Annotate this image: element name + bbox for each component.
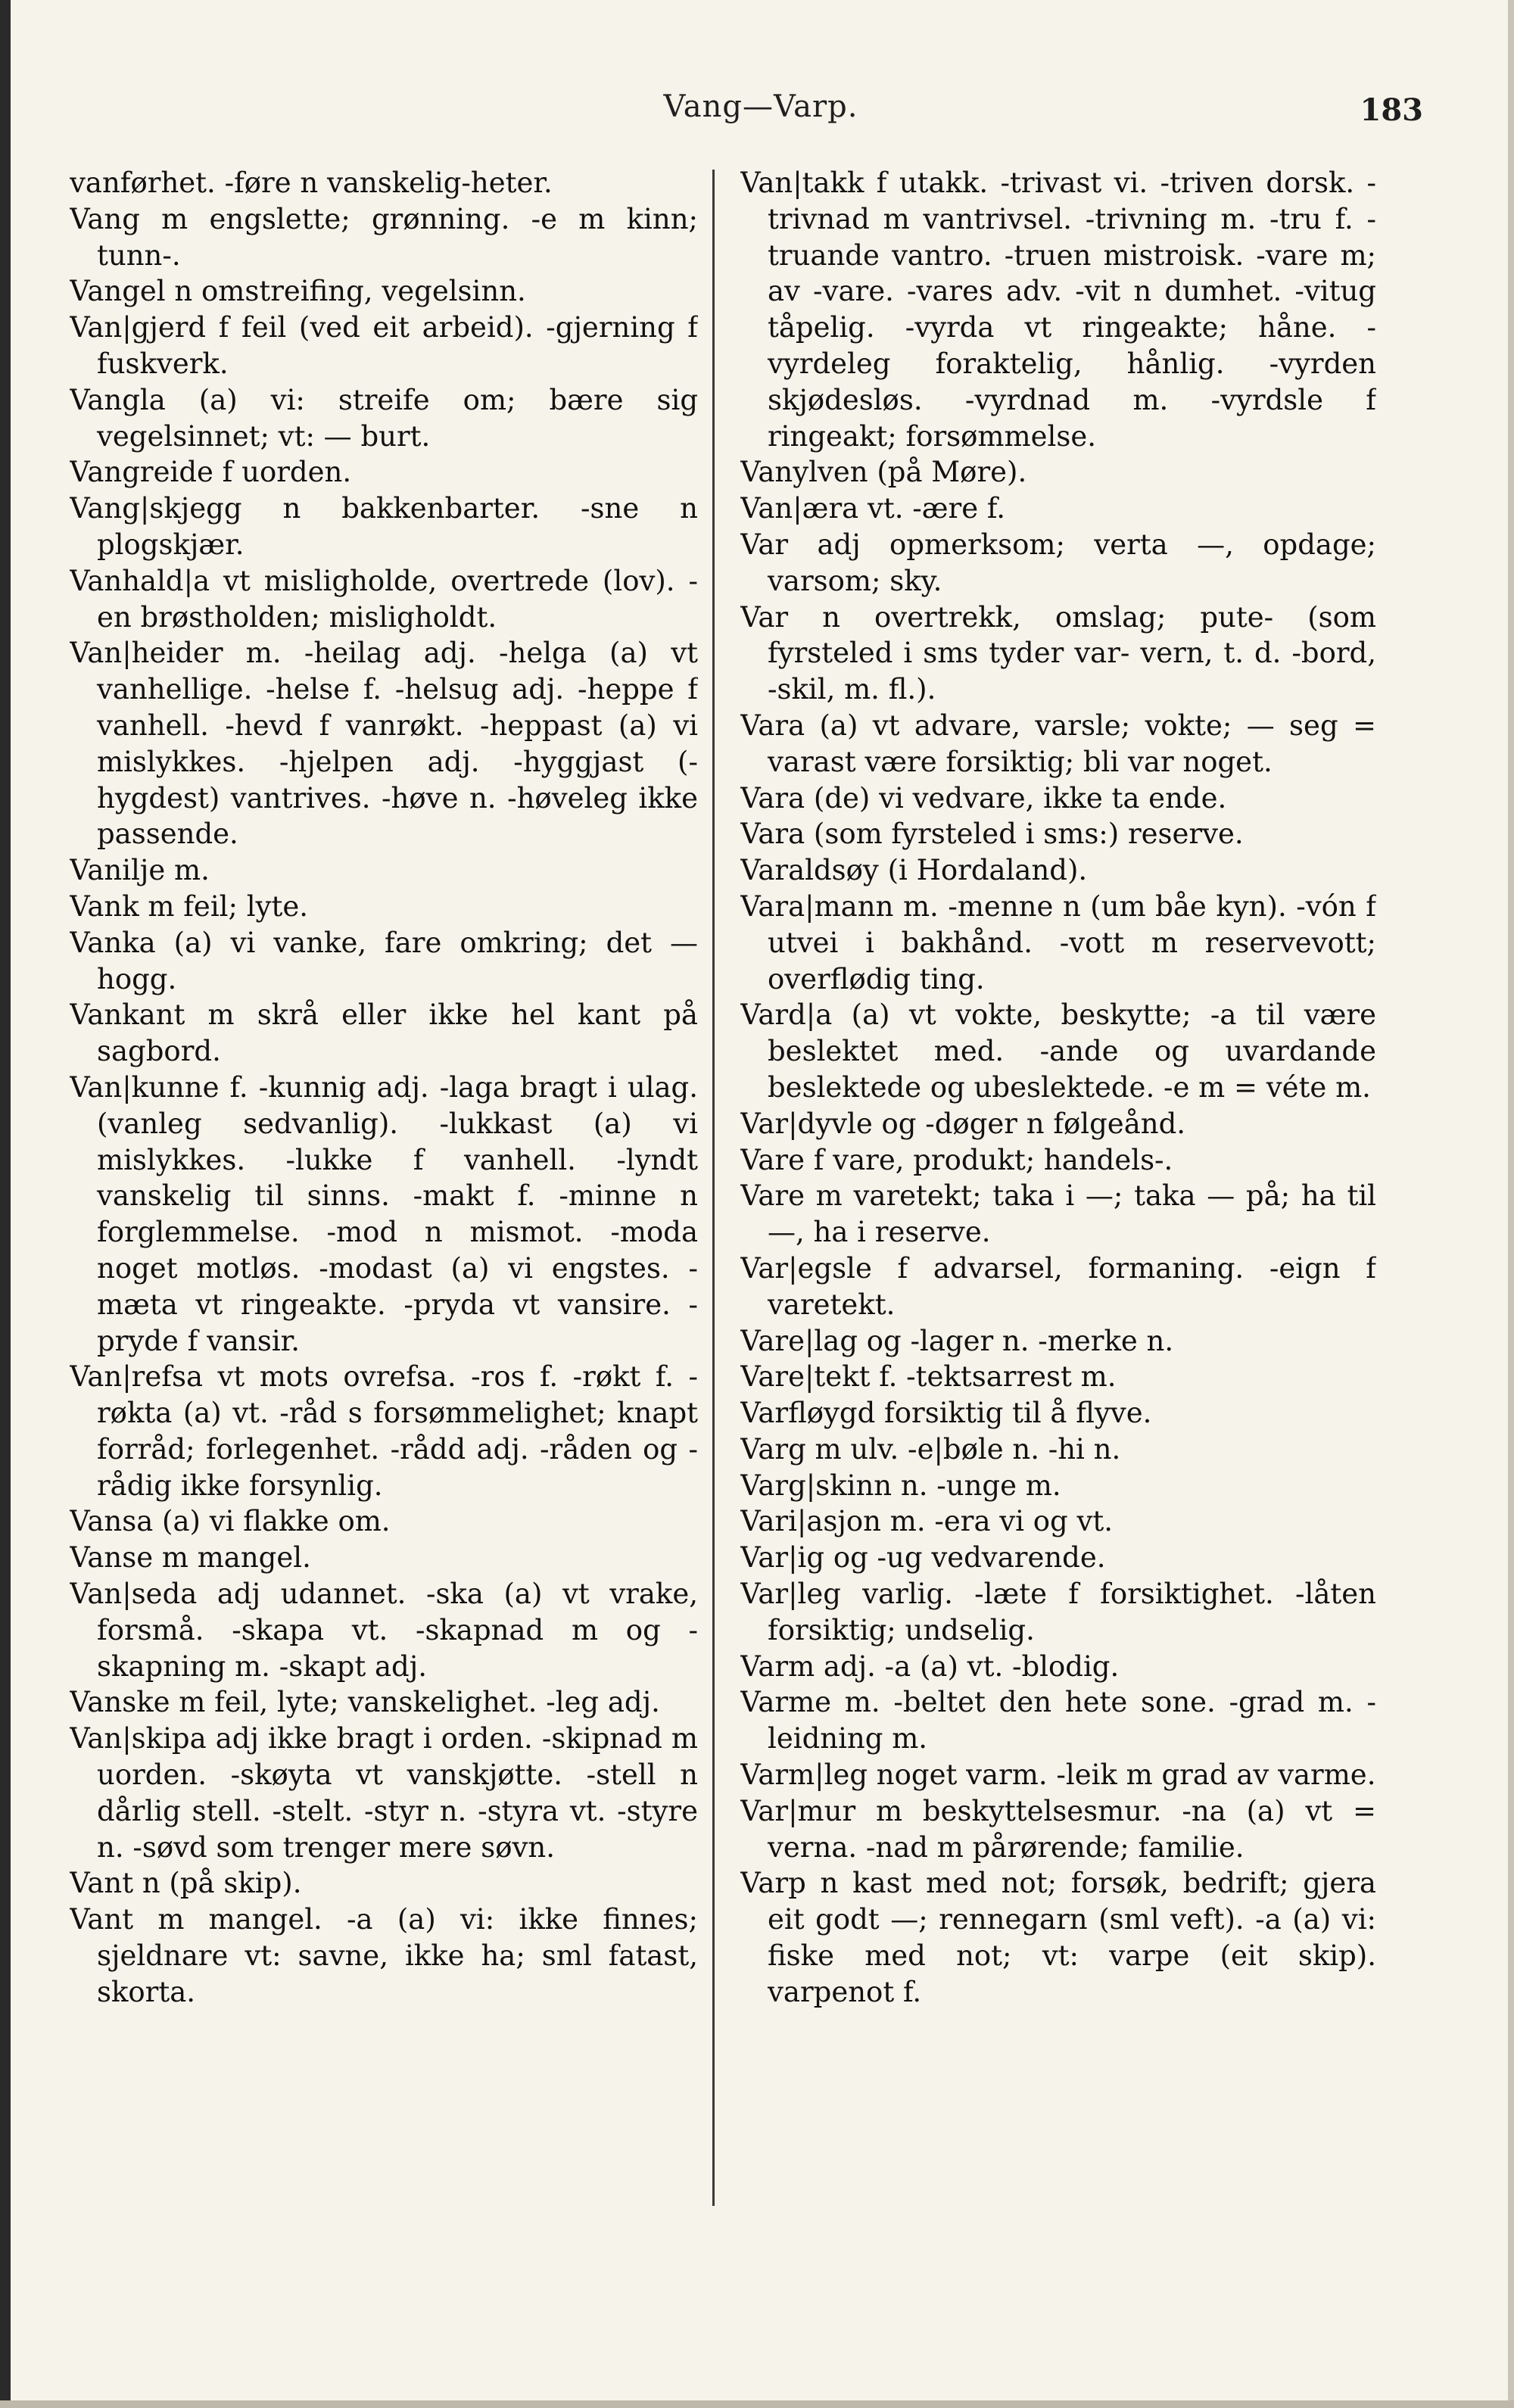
entry: Vare|tekt f. -tektsarrest m.: [740, 1360, 1117, 1394]
entry: Var|egsle f advarsel, formaning. -eign f varetekt.: [740, 1251, 1376, 1321]
left-column: [70, 165, 698, 2254]
entry: Vansa (a) vi flakke om.: [70, 1505, 391, 1538]
entry: Van|skipa adj ikke bragt i orden. -skipnad m uorden. -skøyta vt vanskjøtte. -stell n dårlig stell. -stelt. -styr n. -styra vt. -styre n. -søvd som trenger mere søvn.: [70, 1722, 698, 1864]
entry: Van|refsa vt mots ovrefsa. -ros f. -røkt f. -røkta (a) vt. -råd s forsømmelighet; knapt forråd; forlegenhet. -rådd adj. -råden og -rådig ikke forsynlig.: [70, 1360, 698, 1502]
entry: Vangreide f uorden.: [70, 456, 352, 489]
entry: Var|mur m beskyttelsesmur. -na (a) vt = verna. -nad m pårørende; familie.: [740, 1794, 1376, 1864]
entry: Vari|asjon m. -era vi og vt.: [740, 1505, 1114, 1538]
entry: Var|leg varlig. -læte f forsiktighet. -låten forsiktig; undselig.: [740, 1578, 1376, 1646]
entry: Varme m. -beltet den hete sone. -grad m. -leidning m.: [740, 1686, 1376, 1755]
entry: Varm adj. -a (a) vt. -blodig.: [740, 1649, 1120, 1683]
entry: Van|æra vt. -ære f.: [740, 492, 1006, 525]
page-header: [68, 89, 1453, 142]
running-head: Vang—Varp.: [663, 89, 858, 124]
entry: Vang m engslette; grønning. -e m kinn; tunn-.: [70, 202, 698, 272]
entry: vanførhet. -føre n vanskelig-heter.: [70, 167, 553, 199]
entry: Vanka (a) vi vanke, fare omkring; det — hogg.: [70, 926, 698, 995]
entry: Varg|skinn n. -unge m.: [740, 1469, 1061, 1502]
entry: Vank m feil; lyte.: [70, 889, 308, 923]
entry: Vangel n omstreifing, vegelsinn.: [70, 275, 526, 308]
entry: Vanhald|a vt misligholde, overtrede (lov). -en brøstholden; misligholdt.: [70, 564, 698, 634]
entry: Varm|leg noget varm. -leik m grad av varme.: [740, 1758, 1376, 1792]
entry: Varp n kast med not; forsøk, bedrift; gjera eit godt —; rennegarn (sml veft). -a (a) vi: fiske med not; vt: varpe (eit skip). varpenot f.: [740, 1867, 1376, 2008]
entry: Van|gjerd f feil (ved eit arbeid). -gjerning f fuskverk.: [70, 311, 698, 380]
entry: Vanske m feil, lyte; vanskelighet. -leg adj.: [70, 1686, 660, 1719]
entry: Vanilje m.: [70, 854, 210, 887]
entry: Varfløygd forsiktig til å flyve.: [740, 1397, 1152, 1430]
page-number: 183: [1360, 92, 1423, 128]
entry: Vanse m mangel.: [70, 1541, 311, 1575]
entry: Vard|a (a) vt vokte, beskytte; -a til være beslektet med. -ande og uvardande beslektede og ubeslektede. -e m = véte m.: [740, 998, 1376, 1104]
entry: Van|seda adj udannet. -ska (a) vt vrake, forsmå. -skapa vt. -skapnad m og -skapning m. -skapt adj.: [70, 1578, 698, 1683]
entry: Vara (a) vt advare, varsle; vokte; — seg = varast være forsiktig; bli var noget.: [740, 709, 1376, 778]
entry: Vant n (på skip).: [70, 1867, 302, 1900]
entry: Vankant m skrå eller ikke hel kant på sagbord.: [70, 998, 698, 1068]
entry: Vare m varetekt; taka i —; taka — på; ha til —, ha i reserve.: [740, 1179, 1376, 1249]
entry: Var n overtrekk, omslag; pute- (som fyrsteled i sms tyder var- vern, t. d. -bord, -skil, m. fl.).: [740, 600, 1376, 706]
entry: Van|takk f utakk. -trivast vi. -triven dorsk. -trivnad m vantrivsel. -trivning m. -tru f. -truande vantro. -truen mistroisk. -vare m; av -vare. -vares adv. -vit n dumhet. -vitug tåpelig. -vyrda vt ringeakte; håne. -vyrdeleg foraktelig, hånlig. -vyrden skjødesløs. -vyrdnad m. -vyrdsle f ringeakt; forsømmelse.: [740, 167, 1376, 453]
entry: Varg m ulv. -e|bøle n. -hi n.: [740, 1432, 1121, 1466]
entry: Vara (som fyrsteled i sms:) reserve.: [740, 818, 1244, 851]
entry: Van|heider m. -heilag adj. -helga (a) vt vanhellige. -helse f. -helsug adj. -heppe f vanhell. -hevd f vanrøkt. -heppast (a) vi mislykkes. -hjelpen adj. -hyggjast (-hygdest) vantrives. -høve n. -høveleg ikke passende.: [70, 637, 698, 851]
scan-bottom-edge: [0, 2400, 1514, 2408]
column-divider: [712, 170, 715, 2206]
entry: Vara (de) vi vedvare, ikke ta ende.: [740, 781, 1227, 815]
entry: Vare|lag og -lager n. -merke n.: [740, 1324, 1174, 1357]
entry: Vanylven (på Møre).: [740, 456, 1027, 489]
scan-right-edge: [1508, 0, 1514, 2408]
entry: Vang|skjegg n bakkenbarter. -sne n plogskjær.: [70, 492, 698, 561]
entry: Vant m mangel. -a (a) vi: ikke finnes; sjeldnare vt: savne, ikke ha; sml fatast, skorta.: [70, 1903, 698, 2008]
right-column: [740, 165, 1376, 2254]
entry: Var|dyvle og -døger n følgeånd.: [740, 1107, 1186, 1140]
entry: Var|ig og -ug vedvarende.: [740, 1541, 1106, 1575]
entry: Van|kunne f. -kunnig adj. -laga bragt i ulag. (vanleg sedvanlig). -lukkast (a) vi mislykkes. -lukke f vanhell. -lyndt vanskelig til sinns. -makt f. -minne n forglemmelse. -mod n mismot. -moda noget motløs. -modast (a) vi engstes. -mæta vt ringeakte. -pryda vt vansire. -pryde f vansir.: [70, 1070, 698, 1357]
entry: Var adj opmerksom; verta —, opdage; varsom; sky.: [740, 528, 1376, 597]
entry: Varaldsøy (i Hordaland).: [740, 854, 1088, 887]
entry: Vangla (a) vi: streife om; bære sig vegelsinnet; vt: — burt.: [70, 383, 698, 453]
entry: Vare f vare, produkt; handels-.: [740, 1143, 1173, 1176]
scan-left-edge: [0, 0, 11, 2408]
entry: Vara|mann m. -menne n (um båe kyn). -vón f utvei i bakhånd. -vott m reservevott; overflødig ting.: [740, 889, 1376, 995]
